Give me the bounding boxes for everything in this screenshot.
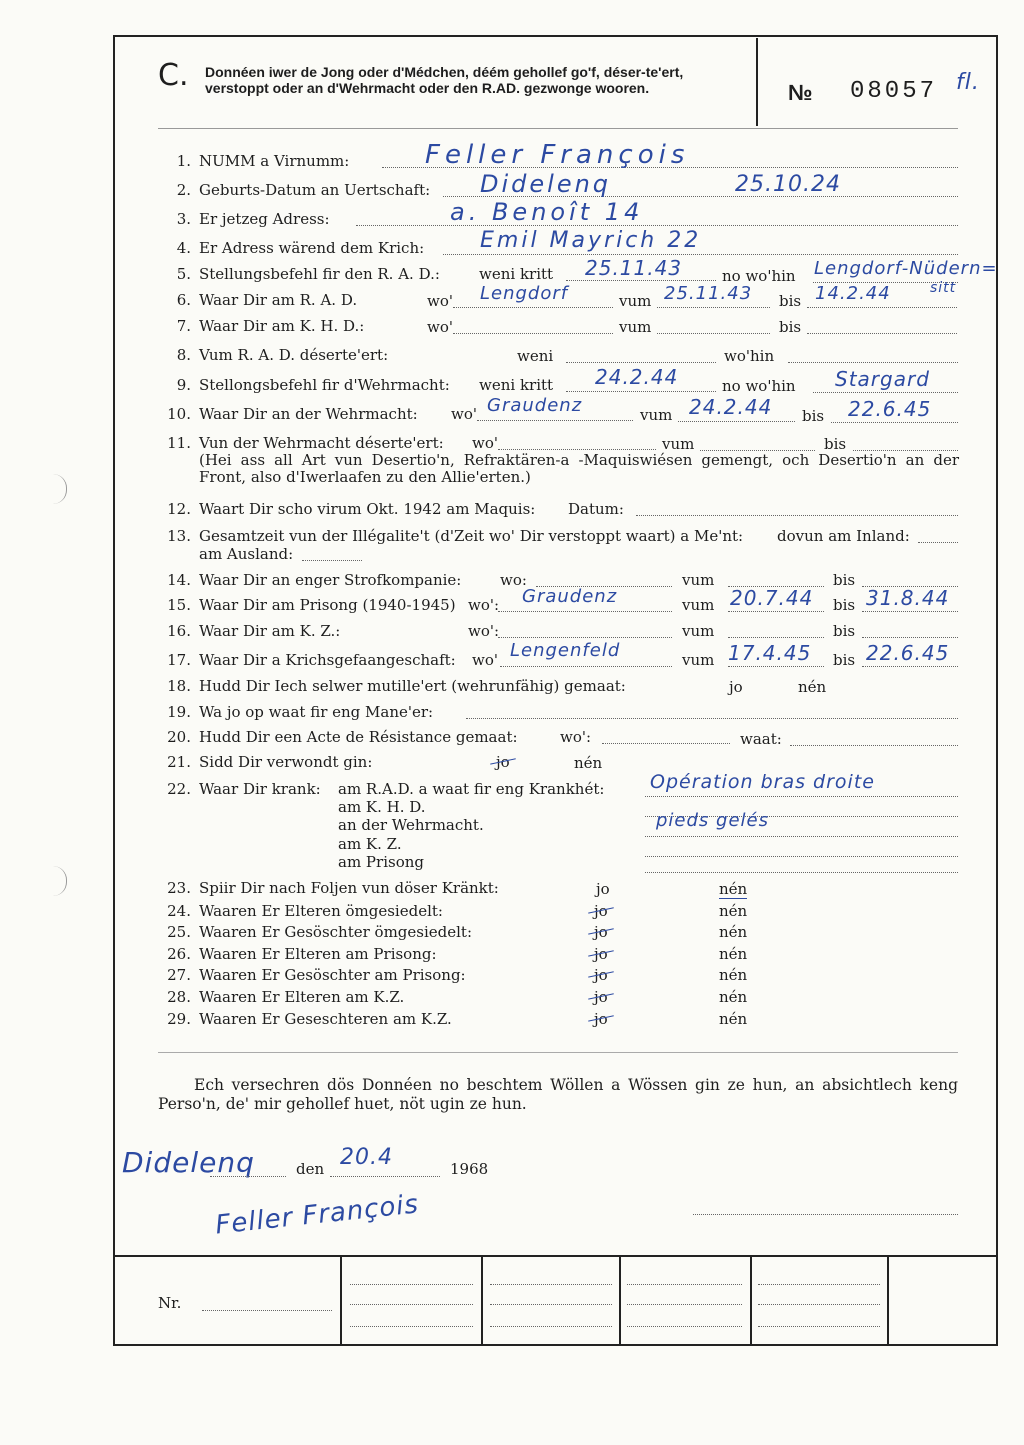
row-7: 7. Waar Dir am K. H. D.:	[176, 317, 365, 335]
row-1: 1. NUMM a Virnumm:	[176, 152, 350, 170]
row-29-nen[interactable]: nén	[719, 1010, 748, 1028]
row-29-jo[interactable]: jo	[594, 1010, 608, 1028]
row-6-bis-label: bis	[779, 292, 802, 310]
row-22-field-5[interactable]	[645, 858, 958, 873]
row-14-vum-label: vum	[682, 571, 715, 589]
row-13: 13. Gesamtzeit vun der Illégalite't (d'Zeit wo' Dir verstoppt waart) a Me'nt:	[167, 527, 744, 545]
row-9-wohin-label: no wo'hin	[722, 377, 796, 395]
row-4: 4. Er Adress wärend dem Krich:	[176, 239, 425, 257]
row-16-vum-field[interactable]	[728, 623, 824, 638]
form-number: 08057	[850, 78, 938, 105]
wehrmacht-order-date: 24.2.44	[595, 365, 679, 389]
row-21-jo[interactable]: jo	[496, 753, 510, 771]
row-24-jo[interactable]: jo	[594, 902, 608, 920]
pow-to: 22.6.45	[866, 641, 950, 665]
footer-divider-3	[619, 1256, 621, 1344]
row-28-jo[interactable]: jo	[594, 988, 608, 1006]
row-16-vum-label: vum	[682, 622, 715, 640]
row-20-waat-label: waat:	[740, 730, 782, 748]
footer-divider-5	[887, 1256, 889, 1344]
row-14-wo-field[interactable]	[536, 572, 672, 587]
row-11-wo-field[interactable]	[498, 435, 656, 450]
form-title: Donnéen iwer de Jong oder d'Médchen, déém gehollef go'f, déser-te'ert, verstoppt oder an d'Wehrmacht oder den R.AD. gezwonge wooren.	[205, 64, 684, 96]
row-6-wo-label: wo'	[427, 292, 453, 310]
row-14: 14. Waar Dir an enger Strofkompanie:	[167, 571, 462, 589]
den-label: den	[296, 1160, 325, 1178]
row-3-field[interactable]	[356, 211, 958, 226]
footer-cell-field[interactable]	[758, 1270, 880, 1285]
illness-value-1: Opération bras droite	[650, 771, 875, 793]
place-field[interactable]	[210, 1162, 286, 1177]
row-21: 21. Sidd Dir verwondt gin:	[167, 753, 373, 771]
row-25-nen[interactable]: nén	[719, 923, 748, 941]
footer-cell-field[interactable]	[627, 1270, 742, 1285]
row-7-wo-label: wo'	[427, 318, 453, 336]
row-23-jo[interactable]: jo	[596, 880, 610, 898]
row-15-vum-label: vum	[682, 596, 715, 614]
signature: Feller François	[213, 1189, 421, 1241]
footer-divider-4	[750, 1256, 752, 1344]
row-6: 6. Waar Dir am R. A. D.	[176, 291, 358, 309]
wehrmacht-from: 24.2.44	[689, 395, 773, 419]
row-8-wohin-field[interactable]	[788, 348, 958, 363]
row-2: 2. Geburts-Datum an Uertschaft:	[176, 181, 431, 199]
row-19: 19. Wa jo op waat fir eng Mane'er:	[167, 703, 434, 721]
row-15-bis-label: bis	[833, 596, 856, 614]
row-13-inland-field[interactable]	[918, 528, 958, 543]
birth-date-value: 25.10.24	[735, 172, 841, 197]
row-12-datum-field[interactable]	[636, 501, 958, 516]
footer-cell-field[interactable]	[350, 1290, 473, 1305]
row-18-jo[interactable]: jo	[729, 678, 743, 696]
nr-field[interactable]	[202, 1296, 332, 1311]
row-7-wo-field[interactable]	[453, 319, 613, 334]
name-value: Feller François	[425, 140, 690, 170]
row-8-weni-field[interactable]	[566, 348, 716, 363]
row-16-wo-label: wo':	[468, 622, 500, 640]
row-5: 5. Stellungsbefehl fir den R. A. D.:	[176, 265, 440, 283]
row-3: 3. Er jetzeg Adress:	[176, 210, 330, 228]
row-19-field[interactable]	[466, 704, 958, 719]
row-12-datum-label: Datum:	[568, 500, 624, 518]
wehrmacht-to: 22.6.45	[848, 397, 932, 421]
section-rule	[158, 1052, 958, 1053]
footer-cell-field[interactable]	[490, 1312, 612, 1327]
footer-cell-field[interactable]	[758, 1290, 880, 1305]
row-15-wo-label: wo':	[468, 596, 500, 614]
row-10-wo-label: wo'	[451, 405, 477, 423]
row-11: 11. Vun der Wehrmacht déserte'ert:	[167, 434, 444, 452]
row-7-vum-label: vum	[619, 318, 652, 336]
nr-label: Nr.	[158, 1294, 182, 1312]
header-divider	[756, 38, 758, 126]
prison-place: Graudenz	[522, 586, 618, 607]
address-value: a. Benoît 14	[450, 198, 644, 226]
row-14-bis-field[interactable]	[862, 572, 958, 587]
rad-to: 14.2.44	[815, 283, 891, 304]
signature-place: Didelenq	[122, 1146, 255, 1179]
row-17-bis-label: bis	[833, 651, 856, 669]
row-25-jo[interactable]: jo	[594, 923, 608, 941]
row-23: 23. Spiir Dir nach Foljen vun döser Kränkt:	[167, 879, 499, 897]
row-20-wo-field[interactable]	[602, 729, 730, 744]
pow-place: Lengenfeld	[510, 640, 621, 661]
rad-order-place: Lengdorf-Nüdern=	[814, 258, 998, 279]
row-20: 20. Hudd Dir een Acte de Résistance gemaat:	[167, 728, 518, 746]
row-7-bis-label: bis	[779, 318, 802, 336]
row-10-vum-label: vum	[640, 406, 673, 424]
row-22: 22. Waar Dir krank:	[167, 780, 321, 798]
row-12: 12. Waart Dir scho virum Okt. 1942 am Maquis:	[167, 500, 536, 518]
row-9: 9. Stellongsbefehl fir d'Wehrmacht:	[176, 376, 450, 394]
row-8-weni-label: weni	[517, 347, 554, 365]
row-22-sub-prisong: am Prisong	[338, 853, 424, 871]
footer-cell-field[interactable]	[490, 1290, 612, 1305]
section-letter: C.	[158, 58, 189, 93]
binder-hole	[52, 866, 67, 896]
row-29: 29. Waaren Er Geseschteren am K.Z.	[167, 1010, 452, 1028]
row-24: 24. Waaren Er Elteren ömgesiedelt:	[167, 902, 443, 920]
row-11-note: (Hei ass all Art vun Desertio'n, Refraktären-a -Maquiswiésen gemengt, och Desertio'n an der Front, also d'Iwerlaafen zu den Allie'erten.)	[199, 451, 959, 486]
row-14-bis-label: bis	[833, 571, 856, 589]
footer-cell-field[interactable]	[490, 1270, 612, 1285]
wehrmacht-order-place: Stargard	[835, 367, 930, 391]
row-9-weni-label: weni kritt	[479, 376, 554, 394]
row-25: 25. Waaren Er Gesöschter ömgesiedelt:	[167, 923, 473, 941]
footer-cell-field[interactable]	[350, 1312, 473, 1327]
row-20-wo-label: wo':	[560, 728, 592, 746]
row-17: 17. Waar Dir a Krichsgefaangeschaft:	[167, 651, 456, 669]
row-8-wohin-label: wo'hin	[724, 347, 775, 365]
row-17-wo-label: wo'	[472, 651, 498, 669]
row-22-field-4[interactable]	[645, 842, 958, 857]
row-27-jo[interactable]: jo	[594, 966, 608, 984]
row-27: 27. Waaren Er Gesöschter am Prisong:	[167, 966, 466, 984]
row-16: 16. Waar Dir am K. Z.:	[167, 622, 341, 640]
row-26: 26. Waaren Er Elteren am Prisong:	[167, 945, 437, 963]
row-22-sub-khd: am K. H. D.	[338, 798, 426, 816]
wehrmacht-place: Graudenz	[487, 395, 583, 416]
row-18-nen[interactable]: nén	[798, 678, 827, 696]
row-7-vum-field[interactable]	[657, 319, 770, 334]
row-10-bis-label: bis	[802, 407, 825, 425]
footer-cell-field[interactable]	[627, 1312, 742, 1327]
row-27-nen[interactable]: nén	[719, 966, 748, 984]
row-18: 18. Hudd Dir Iech selwer mutille'ert (wehrunfähig) gemaat:	[167, 677, 626, 695]
row-5-wohin-label: no wo'hin	[722, 267, 796, 285]
war-address-value: Emil Mayrich 22	[480, 228, 702, 253]
declaration: Ech versechren dös Donnéen no beschtem Wöllen a Wössen gin ze hun, an absichtlech keng Perso'n, de' mir gehollef huet, nöt ugin ze hun.	[158, 1076, 958, 1113]
number-sign: №	[788, 80, 813, 105]
row-15: 15. Waar Dir am Prisong (1940-1945)	[167, 596, 456, 614]
row-11-bis-field[interactable]	[853, 436, 958, 451]
row-13-ausland-field[interactable]	[302, 546, 362, 561]
prison-to: 31.8.44	[866, 586, 950, 610]
row-14-wo-label: wo:	[500, 571, 527, 589]
footer-rule	[114, 1255, 998, 1257]
row-13-inland-label: dovun am Inland:	[777, 527, 910, 545]
footer-divider-1	[340, 1256, 342, 1344]
row-22-sub-rad: am R.A.D. a waat fir eng Krankhét:	[338, 780, 605, 798]
row-17-vum-label: vum	[682, 651, 715, 669]
pow-from: 17.4.45	[728, 641, 812, 665]
row-11-wo-label: wo'	[472, 434, 498, 452]
binder-hole	[52, 474, 67, 504]
row-28-nen[interactable]: nén	[719, 988, 748, 1006]
row-11-bis-label: bis	[824, 435, 847, 453]
row-10: 10. Waar Dir an der Wehrmacht:	[167, 405, 418, 423]
rad-place: Lengdorf	[480, 283, 569, 304]
rad-order-place-cont: sitt	[930, 280, 957, 296]
row-28: 28. Waaren Er Elteren am K.Z.	[167, 988, 405, 1006]
row-11-vum-field[interactable]	[700, 436, 815, 451]
illness-value-2: pieds gelés	[656, 810, 769, 831]
year-label: 1968	[450, 1160, 489, 1178]
row-16-bis-field[interactable]	[862, 623, 958, 638]
margin-note: fl.	[956, 70, 980, 95]
birth-place-value: Didelenq	[480, 170, 612, 198]
row-22-sub-wehrmacht: an der Wehrmacht.	[338, 816, 484, 834]
header-rule	[158, 128, 958, 129]
footer-cell-field[interactable]	[758, 1312, 880, 1327]
signature-date: 20.4	[340, 1145, 393, 1170]
row-14-vum-field[interactable]	[728, 572, 824, 587]
rad-from: 25.11.43	[664, 283, 753, 304]
row-21-nen[interactable]: nén	[574, 754, 603, 772]
row-26-nen[interactable]: nén	[719, 945, 748, 963]
row-23-nen[interactable]: nén	[719, 880, 748, 898]
row-11-vum-label: vum	[662, 435, 695, 453]
signature-line[interactable]	[693, 1200, 958, 1215]
row-16-bis-label: bis	[833, 622, 856, 640]
row-22-sub-kz: am K. Z.	[338, 835, 402, 853]
row-26-jo[interactable]: jo	[594, 945, 608, 963]
rad-order-date: 25.11.43	[585, 256, 683, 280]
row-20-waat-field[interactable]	[790, 731, 958, 746]
footer-cell-field[interactable]	[627, 1290, 742, 1305]
row-16-wo-field[interactable]	[498, 623, 672, 638]
footer-cell-field[interactable]	[350, 1270, 473, 1285]
footer-divider-2	[481, 1256, 483, 1344]
row-5-weni-label: weni kritt	[479, 265, 554, 283]
prison-from: 20.7.44	[730, 586, 814, 610]
row-13-ausland-label: am Ausland:	[199, 545, 294, 563]
row-7-bis-field[interactable]	[807, 319, 957, 334]
row-24-nen[interactable]: nén	[719, 902, 748, 920]
row-8: 8. Vum R. A. D. déserte'ert:	[176, 346, 389, 364]
row-6-vum-label: vum	[619, 292, 652, 310]
